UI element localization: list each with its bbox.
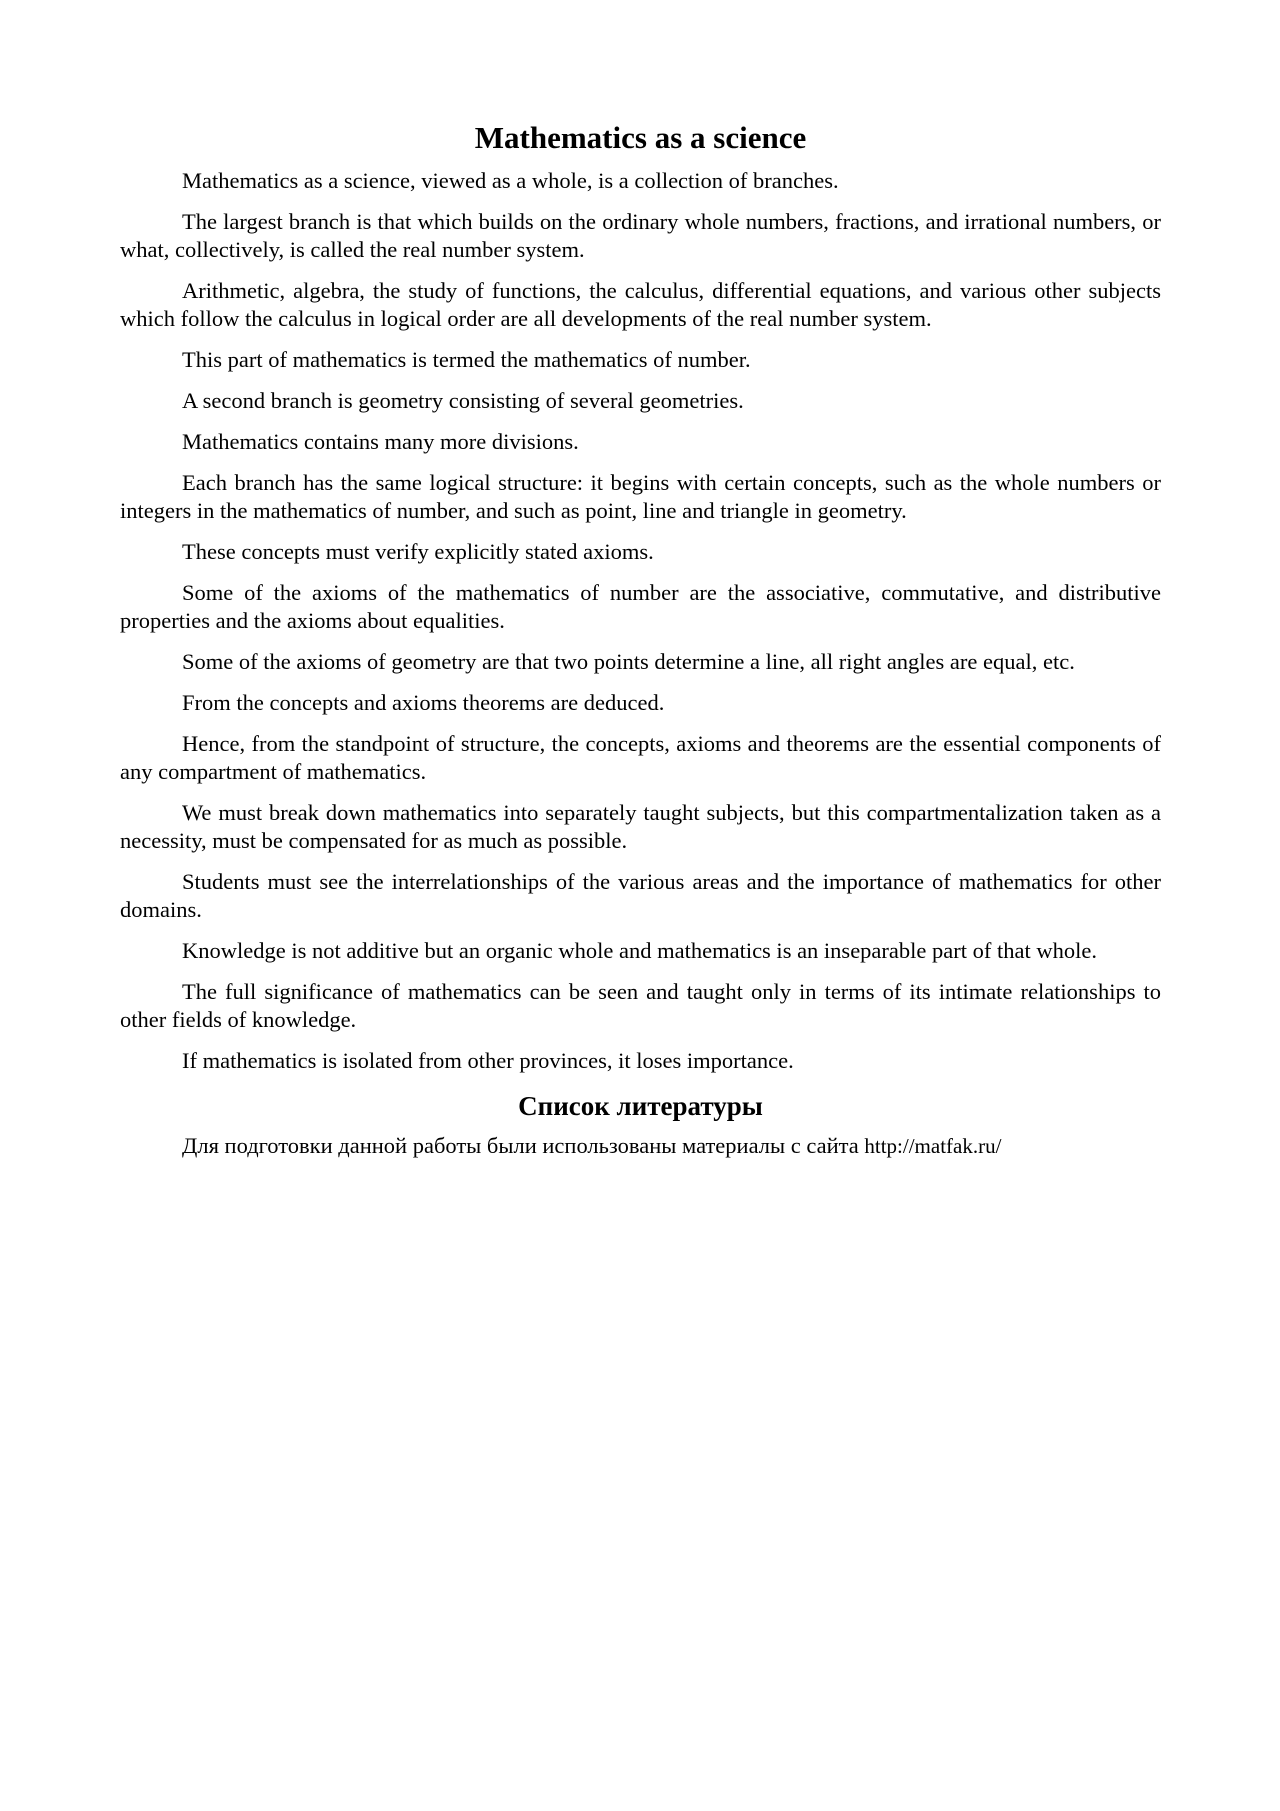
references-heading: Список литературы	[518, 1091, 763, 1121]
paragraph: If mathematics is isolated from other provinces, it loses importance.	[182, 1048, 794, 1073]
references-paragraph	[120, 1132, 1161, 1160]
document-page	[120, 118, 1161, 1160]
references-link[interactable]: http://matfak.ru/	[864, 1134, 1002, 1158]
paragraph: This part of mathematics is termed the mathematics of number.	[182, 347, 751, 372]
paragraph: Mathematics contains many more divisions.	[182, 429, 579, 454]
paragraph: Some of the axioms of geometry are that two points determine a line, all right angles are equal, etc.	[182, 649, 1075, 674]
paragraph: Knowledge is not additive but an organic whole and mathematics is an inseparable part of that whole.	[182, 938, 1097, 963]
paragraph: These concepts must verify explicitly stated axioms.	[182, 539, 654, 564]
paragraph: Mathematics as a science, viewed as a whole, is a collection of branches.	[182, 168, 839, 193]
paragraph: Some of the axioms of the mathematics of number are the associative, commutative, and distributive properties and the axioms about equalities.	[120, 580, 1161, 633]
references-text: Для подготовки данной работы были использованы материалы с сайта	[182, 1133, 865, 1158]
page-title: Mathematics as a science	[474, 120, 807, 155]
paragraph: We must break down mathematics into separately taught subjects, but this compartmentalization taken as a necessity, must be compensated for as much as possible.	[120, 800, 1161, 853]
body-text	[120, 167, 1161, 1075]
paragraph: A second branch is geometry consisting of several geometries.	[182, 388, 744, 413]
paragraph: Each branch has the same logical structure: it begins with certain concepts, such as the whole numbers or integers in the mathematics of number, and such as point, line and triangle in geometry.	[120, 470, 1161, 523]
paragraph: Hence, from the standpoint of structure, the concepts, axioms and theorems are the essential components of any compartment of mathematics.	[120, 731, 1161, 784]
paragraph: The largest branch is that which builds on the ordinary whole numbers, fractions, and irrational numbers, or what, collectively, is called the real number system.	[120, 209, 1161, 262]
paragraph: The full significance of mathematics can be seen and taught only in terms of its intimate relationships to other fields of knowledge.	[120, 979, 1161, 1032]
paragraph: Students must see the interrelationships of the various areas and the importance of mathematics for other domains.	[120, 869, 1161, 922]
paragraph: From the concepts and axioms theorems are deduced.	[182, 690, 665, 715]
paragraph: Arithmetic, algebra, the study of functions, the calculus, differential equations, and various other subjects which follow the calculus in logical order are all developments of the real number system.	[120, 278, 1161, 331]
